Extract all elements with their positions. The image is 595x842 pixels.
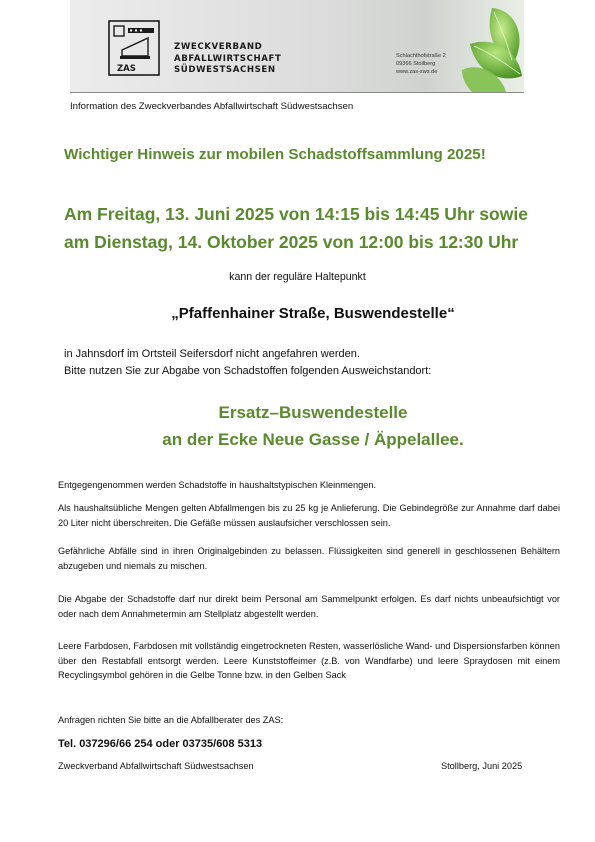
svg-text:ZAS: ZAS xyxy=(117,64,136,74)
paragraph-quantities: Als haushaltsübliche Mengen gelten Abfallmengen bis zu 25 kg je Anlieferung. Die Gebindegröße zur Annahme darf dabei 20 Liter nicht überschreiten. Die Gefäße müssen auslaufsicher verschlossen sein. xyxy=(58,503,560,528)
date-line-2: am Dienstag, 14. Oktober 2025 von 12:00 bis 12:30 Uhr xyxy=(64,232,519,252)
subline: kann der reguläre Haltepunkt xyxy=(229,271,366,283)
address-web: www.zas-sws.de xyxy=(396,69,438,75)
org-line-1: ZWECKVERBAND xyxy=(174,42,263,52)
paragraph-dangerous: Gefährliche Abfälle sind in ihren Originalgebinden zu belassen. Flüssigkeiten sind generell in geschlossenen Behältern abzugeben und niemals zu mischen. xyxy=(58,546,560,571)
body-line-2: Bitte nutzen Sie zur Abgabe von Schadstoffen folgenden Ausweichstandort: xyxy=(64,365,432,377)
info-line: Information des Zweckverbandes Abfallwirtschaft Südwestsachsen xyxy=(70,101,354,112)
stop-name: „Pfaffenhainer Straße, Buswendestelle“ xyxy=(171,305,455,322)
address-city: 09366 Stollberg xyxy=(396,61,436,67)
banner-divider xyxy=(70,92,524,93)
leaves-decoration xyxy=(422,0,524,92)
alternative-line-1: Ersatz–Buswendestelle xyxy=(218,403,408,422)
headline: Wichtiger Hinweis zur mobilen Schadstoffsammlung 2025! xyxy=(64,146,486,163)
org-line-3: SÜDWESTSACHSEN xyxy=(174,65,276,76)
zas-logo xyxy=(108,20,160,76)
org-line-2: ABFALLWIRTSCHAFT xyxy=(174,53,282,64)
paragraph-inquiries: Anfragen richten Sie bitte an die Abfallberater des ZAS: xyxy=(58,715,284,725)
body-text xyxy=(64,346,431,380)
phone-numbers: Tel. 037296/66 254 oder 03735/608 5313 xyxy=(58,738,263,750)
address-street: Schlachthofstraße 2 xyxy=(396,53,446,59)
letterhead-banner xyxy=(70,0,524,92)
date-line-1: Am Freitag, 13. Juni 2025 von 14:15 bis 14:45 Uhr sowie xyxy=(64,204,528,224)
paragraph-delivery: Die Abgabe der Schadstoffe darf nur direkt beim Personal am Sammelpunkt erfolgen. Es darf nichts unbeaufsichtigt vor oder nach dem Annahmetermin am Stellplatz abgestellt werden. xyxy=(58,594,560,619)
alternative-line-2: an der Ecke Neue Gasse / Äppelallee. xyxy=(162,430,464,449)
paragraph-acceptance: Entgegengenommen werden Schadstoffe in haushaltstypischen Kleinmengen. xyxy=(58,480,377,490)
footer-sender: Zweckverband Abfallwirtschaft Südwestsachsen xyxy=(58,761,254,771)
org-name xyxy=(174,42,281,77)
paragraph-empty-containers: Leere Farbdosen, Farbdosen mit vollständig eingetrockneten Resten, wasserlösliche Wand- und Dispersionsfarben können über den Restabfall entsorgt werden. Leere Kunststoffeimer (z.B. von Wandfarbe) und leere Spraydosen mit einem Recyclingsymbol gehören in die Gelbe Tonne bzw. in den Gelben Sack xyxy=(58,641,560,680)
footer-date: Stollberg, Juni 2025 xyxy=(441,761,523,771)
body-line-1: in Jahnsdorf im Ortsteil Seifersdorf nicht angefahren werden. xyxy=(64,348,360,360)
